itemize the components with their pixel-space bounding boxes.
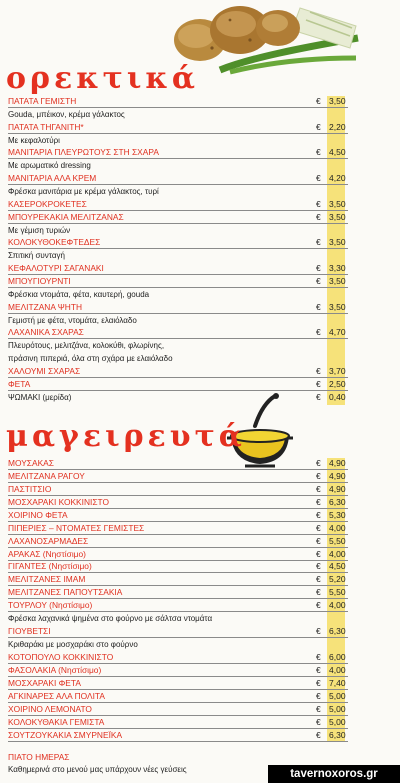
dish-price: 3,50 (329, 96, 346, 106)
watermark: tavernoxoros.gr (268, 765, 400, 783)
dish-description: Πλευρότους, μελιτζάνα, κολοκύθι, φλωρίνης, (8, 341, 165, 351)
menu-item (8, 96, 348, 108)
dish-price: 5,00 (329, 703, 346, 714)
dish-name: ΜΟΣΧΑΡΑΚΙ ΚΟΚΚΙΝΙΣΤΟ (8, 496, 110, 507)
euro-sign: € (316, 147, 321, 158)
dish-name: ΠΑΣΤΙΤΣΙΟ (8, 483, 52, 494)
euro-sign: € (316, 211, 321, 222)
dish-name: ΠΙΠΕΡΙΕΣ – ΝΤΟΜΑΤΕΣ ΓΕΜΙΣΤΕΣ (8, 522, 145, 533)
dish-description: Σπιτική συνταγή (8, 251, 65, 261)
menu-item-description (8, 613, 348, 624)
dish-price: 5,50 (329, 535, 346, 546)
dish-price: 3,50 (329, 237, 346, 248)
euro-sign: € (316, 509, 321, 520)
dish-name: ΜΑΝΙΤΑΡΙΑ ΠΛΕΥΡΩΤΟΥΣ ΣΤΗ ΣΧΑΡΑ (8, 147, 159, 158)
dish-price: 0,40 (329, 391, 346, 402)
dish-name: ΧΟΙΡΙΝΟ ΛΕΜΟΝΑΤΟ (8, 703, 92, 714)
euro-sign: € (316, 716, 321, 727)
menu-item-description (8, 135, 348, 146)
euro-sign: € (316, 301, 321, 312)
euro-sign: € (316, 483, 321, 494)
dish-name: ΚΕΦΑΛΟΤΥΡΙ ΣΑΓΑΝΑΚΙ (8, 263, 104, 274)
menu-item (8, 484, 348, 496)
euro-sign: € (316, 496, 321, 507)
section-title-cooked-dishes: μαγειρευτά (6, 419, 246, 454)
dish-of-the-day-title: ΠΙΑΤΟ ΗΜΕΡΑΣ (8, 752, 70, 762)
menu-item-description (8, 289, 348, 300)
section-title-appetizers: ορεκτικά (6, 61, 199, 96)
dish-name: ΓΙΓΑΝΤΕΣ (Νηστίσιμο) (8, 561, 92, 572)
menu-item (8, 510, 348, 522)
dish-price: 5,00 (329, 690, 346, 701)
menu-item (8, 497, 348, 509)
dish-description: Κριθαράκι με μοσχαράκι στο φούρνο (8, 640, 138, 650)
dish-price: 2,50 (329, 378, 346, 389)
euro-sign: € (316, 587, 321, 598)
euro-sign: € (316, 121, 321, 132)
menu-item (8, 587, 348, 599)
dish-name: ΧΑΛΟΥΜΙ ΣΧΑΡΑΣ (8, 366, 81, 377)
dish-name: ΜΠΟΥΡΕΚΑΚΙΑ ΜΕΛΙΤΖΑΝΑΣ (8, 211, 124, 222)
dish-price: 5,50 (329, 587, 346, 598)
menu-item (8, 327, 348, 339)
menu-item (8, 678, 348, 690)
dish-price: 5,30 (329, 509, 346, 520)
euro-sign: € (316, 651, 321, 662)
menu-item (8, 536, 348, 548)
dish-price: 4,00 (329, 548, 346, 559)
menu-item-description (8, 353, 348, 364)
euro-sign: € (316, 574, 321, 585)
dish-of-the-day-note: Καθημερινά στο μενού μας υπάρχουν νέες γεύσεις (8, 765, 187, 774)
menu-item (8, 730, 348, 742)
euro-sign: € (316, 96, 321, 106)
menu-item (8, 704, 348, 716)
menu-item (8, 173, 348, 185)
dish-description: πράσινη πιπεριά, όλα στη σχάρα με ελαιόλαδο (8, 354, 173, 364)
euro-sign: € (316, 548, 321, 559)
euro-sign: € (316, 626, 321, 637)
euro-sign: € (316, 561, 321, 572)
dish-description: Με αρωματικό dressing (8, 161, 91, 171)
dish-price: 6,30 (329, 729, 346, 740)
dish-name: ΚΟΛΟΚΥΘΟΚΕΦΤΕΔΕΣ (8, 237, 101, 248)
menu-item (8, 717, 348, 729)
menu-item-description (8, 639, 348, 650)
dish-price: 4,70 (329, 327, 346, 338)
dish-price: 4,20 (329, 173, 346, 184)
dish-price: 3,50 (329, 211, 346, 222)
dish-name: ΓΙΟΥΒΕΤΣΙ (8, 626, 51, 637)
dish-price: 3,70 (329, 366, 346, 377)
euro-sign: € (316, 173, 321, 184)
menu-item (8, 523, 348, 535)
menu-item-description (8, 392, 348, 403)
menu-item-description (8, 186, 348, 197)
dish-price: 3,50 (329, 301, 346, 312)
dish-price: 4,00 (329, 664, 346, 675)
euro-sign: € (316, 237, 321, 248)
dish-price: 4,50 (329, 147, 346, 158)
euro-sign: € (316, 276, 321, 287)
menu-item-description (8, 340, 348, 351)
dish-description: Γεμιστή με φέτα, ντομάτα, ελαιόλαδο (8, 315, 137, 325)
euro-sign: € (316, 522, 321, 533)
menu-item (8, 302, 348, 314)
dish-name: ΤΟΥΡΛΟΥ (Νηστίσιμο) (8, 600, 93, 611)
dish-price: 3,50 (329, 198, 346, 209)
dish-name: ΜΟΥΣΑΚΑΣ (8, 458, 54, 468)
euro-sign: € (316, 391, 321, 402)
dish-description: Gouda, μπέικον, κρέμα γάλακτος (8, 109, 125, 119)
euro-sign: € (316, 378, 321, 389)
dish-name: ΛΑΧΑΝΟΣΑΡΜΑΔΕΣ (8, 535, 89, 546)
dish-name: ΜΟΣΧΑΡΑΚΙ ΦΕΤΑ (8, 677, 81, 688)
dish-name: ΑΓΚΙΝΑΡΕΣ ΑΛΑ ΠΟΛΙΤΑ (8, 690, 106, 701)
menu-item (8, 379, 348, 391)
menu-item (8, 366, 348, 378)
dish-name: ΚΟΤΟΠΟΥΛΟ ΚΟΚΚΙΝΙΣΤΟ (8, 651, 114, 662)
dish-description: Φρέσκα λαχανικά ψημένα στο φούρνο με σάλτσα ντομάτα (8, 614, 213, 624)
menu-item-description (8, 109, 348, 120)
dish-description: ΨΩΜΑΚΙ (μερίδα) (8, 392, 72, 402)
menu-item (8, 574, 348, 586)
dish-name: ΛΑΧΑΝΙΚΑ ΣΧΑΡΑΣ (8, 327, 84, 338)
dish-price: 7,40 (329, 677, 346, 688)
menu-item (8, 652, 348, 664)
menu-item (8, 458, 348, 470)
dish-description: Με κεφαλοτύρι (8, 135, 60, 145)
dish-name: ΜΕΛΙΤΖΑΝΑ ΨΗΤΗ (8, 301, 83, 312)
menu-item (8, 237, 348, 249)
dish-price: 4,90 (329, 483, 346, 494)
menu-item (8, 691, 348, 703)
dish-price: 2,20 (329, 121, 346, 132)
euro-sign: € (316, 470, 321, 481)
euro-sign: € (316, 600, 321, 611)
dish-name: ΜΕΛΙΤΖΑΝΕΣ ΙΜΑΜ (8, 574, 86, 585)
menu-item (8, 199, 348, 211)
dish-price: 4,90 (329, 470, 346, 481)
dish-price: 6,30 (329, 626, 346, 637)
euro-sign: € (316, 327, 321, 338)
dish-price: 4,50 (329, 561, 346, 572)
dish-price: 5,20 (329, 574, 346, 585)
dish-name: ΚΟΛΟΚΥΘΑΚΙΑ ΓΕΜΙΣΤΑ (8, 716, 105, 727)
dish-price: 6,30 (329, 496, 346, 507)
dish-price: 3,30 (329, 263, 346, 274)
euro-sign: € (316, 535, 321, 546)
menu-item (8, 276, 348, 288)
menu-item (8, 600, 348, 612)
menu-item-description (8, 250, 348, 261)
dish-price: 4,00 (329, 522, 346, 533)
dish-description: Φρέσκα μανιτάρια με κρέμα γάλακτος, τυρί (8, 187, 159, 197)
dish-price: 4,90 (329, 458, 346, 468)
dish-name: ΜΕΛΙΤΖΑΝΑ ΡΑΓΟΥ (8, 470, 85, 481)
dish-price: 6,00 (329, 651, 346, 662)
menu-item (8, 471, 348, 483)
menu-item (8, 147, 348, 159)
menu-item (8, 549, 348, 561)
dish-name: ΦΑΣΟΛΑΚΙΑ (Νηστίσιμο) (8, 664, 102, 675)
dish-name: ΜΑΝΙΤΑΡΙΑ ΑΛΑ ΚΡΕΜ (8, 173, 97, 184)
dish-name: ΜΕΛΙΤΖΑΝΕΣ ΠΑΠΟΥΤΣΑΚΙΑ (8, 587, 123, 598)
dish-name: ΣΟΥΤΖΟΥΚΑΚΙΑ ΣΜΥΡΝΕΪΚΑ (8, 729, 123, 740)
menu-item (8, 122, 348, 134)
menu-item (8, 626, 348, 638)
euro-sign: € (316, 458, 321, 468)
dish-description: Φρέσκια ντομάτα, φέτα, καυτερή, gouda (8, 289, 150, 299)
dish-price: 5,00 (329, 716, 346, 727)
menu-item (8, 561, 348, 573)
dish-name: ΜΠΟΥΓΙΟΥΡΝΤΙ (8, 276, 71, 287)
menu-item (8, 665, 348, 677)
dish-name: ΧΟΙΡΙΝΟ ΦΕΤΑ (8, 509, 68, 520)
menu-item (8, 212, 348, 224)
dish-price: 4,00 (329, 600, 346, 611)
dish-price: 3,50 (329, 276, 346, 287)
euro-sign: € (316, 664, 321, 675)
euro-sign: € (316, 677, 321, 688)
menu-item-description (8, 160, 348, 171)
menu-item (8, 263, 348, 275)
euro-sign: € (316, 703, 321, 714)
euro-sign: € (316, 729, 321, 740)
dish-name: ΚΑΣΕΡΟΚΡΟΚΕΤΕΣ (8, 198, 87, 209)
dish-name: ΠΑΤΑΤΑ ΓΕΜΙΣΤΗ (8, 96, 77, 106)
euro-sign: € (316, 263, 321, 274)
euro-sign: € (316, 366, 321, 377)
dish-name: ΦΕΤΑ (8, 378, 31, 389)
menu-item-description (8, 225, 348, 236)
dish-name: ΑΡΑΚΑΣ (Νηστίσιμο) (8, 548, 86, 559)
euro-sign: € (316, 198, 321, 209)
menu-item-description (8, 315, 348, 326)
euro-sign: € (316, 690, 321, 701)
dish-description: Με γέμιση τυριών (8, 225, 71, 235)
dish-name: ΠΑΤΑΤΑ ΤΗΓΑΝΙΤΗ* (8, 121, 84, 132)
